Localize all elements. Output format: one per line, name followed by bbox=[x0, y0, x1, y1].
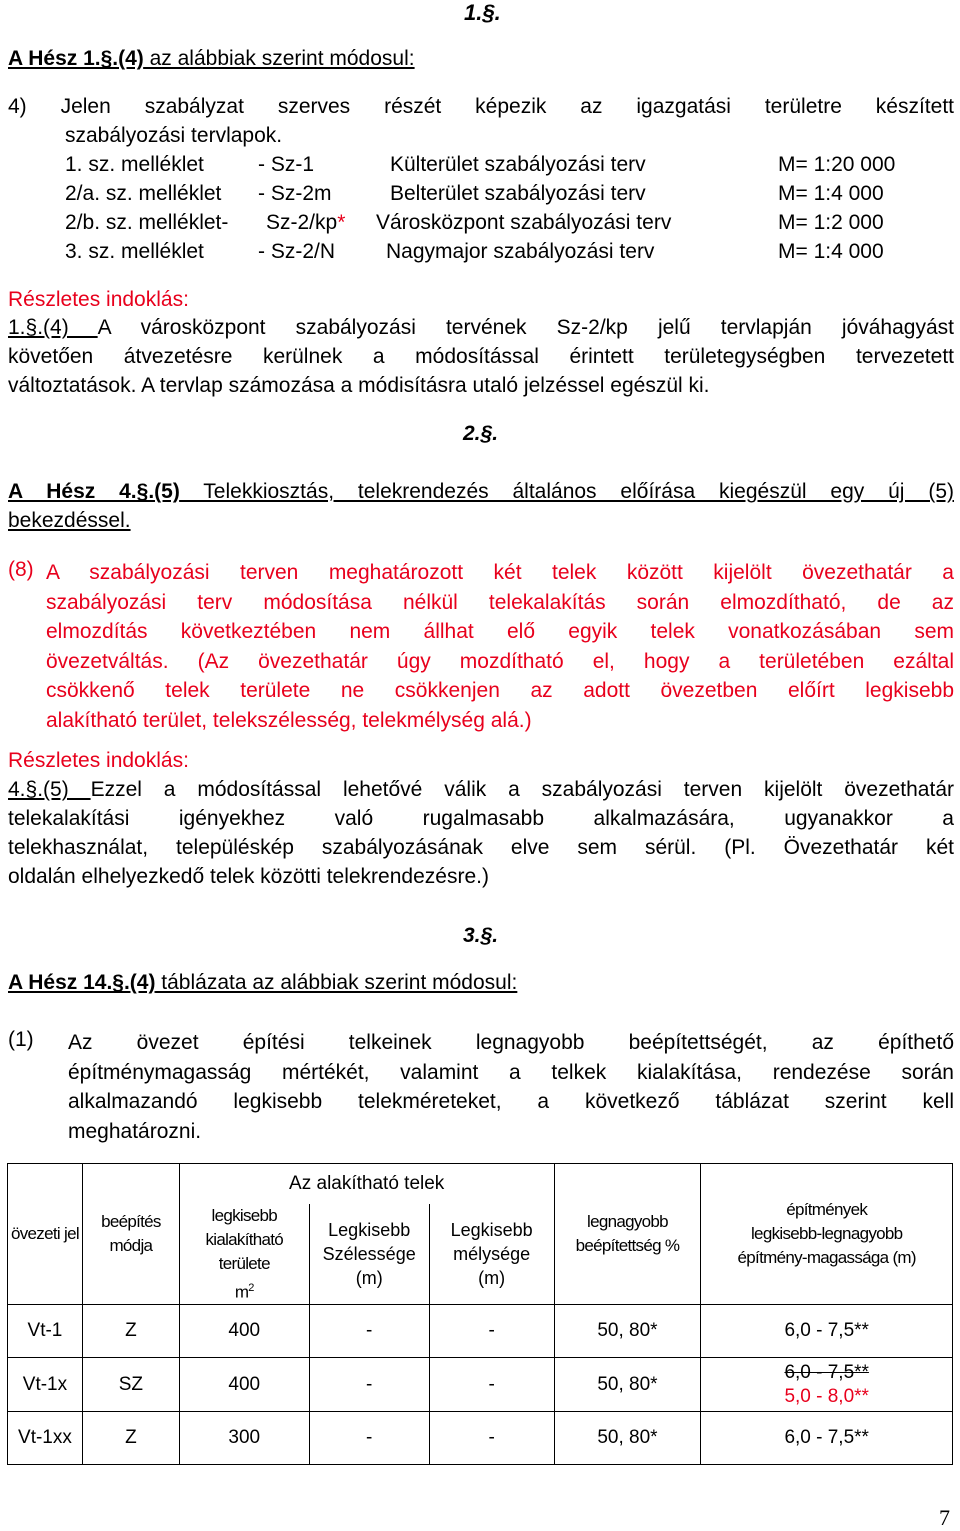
paragraph-1-line: építménymagasság mértékét, valamint a telkek kialakítása, rendezése során bbox=[68, 1060, 954, 1084]
cell-zone: Vt-1x bbox=[8, 1358, 83, 1412]
header-width-line: Legkisebb bbox=[328, 1219, 411, 1240]
zoning-table bbox=[7, 1163, 953, 1465]
section-2-heading: A Hész 4.§.(5) Telekkiosztás, telekrendezés általános előírása kiegészül egy új (5) bbox=[8, 480, 954, 503]
header-zone: övezeti jel bbox=[8, 1164, 83, 1305]
header-depth-line: (m) bbox=[478, 1267, 506, 1288]
header-built: legnagyobb beépítettség % bbox=[554, 1164, 701, 1305]
cell-mode: Z bbox=[82, 1412, 179, 1465]
cell-area: 300 bbox=[179, 1412, 309, 1465]
section-2-heading-cont: bekezdéssel. bbox=[8, 509, 131, 532]
detail-line: 4.§.(5) Ezzel a módosítással lehetővé válik a szabályozási terven kijelölt övezethatár bbox=[8, 778, 954, 801]
annex-scale: M= 1:20 000 bbox=[778, 153, 896, 176]
header-area-unit: $m^2$ bbox=[234, 1281, 254, 1302]
annex-ref: 1. sz. melléklet bbox=[65, 153, 204, 176]
detail-line: telekhasználat, településkép szabályozásának elve sem sérül. (Pl. Övezethatár két bbox=[8, 836, 954, 859]
annex-name: Belterület szabályozási terv bbox=[390, 182, 646, 205]
header-group: Az alakítható telek bbox=[179, 1164, 554, 1204]
paragraph-8-line: csökkenő telek területe ne csökkenjen az adott övezetben előírt legkisebb bbox=[46, 679, 954, 702]
header-area-text: legkisebb kialakítható területe bbox=[205, 1205, 284, 1273]
cell-mode: SZ bbox=[82, 1358, 179, 1412]
detail-line: követően átvezetésre kerülnek a módosítással érintett területegységben tervezetett bbox=[8, 345, 954, 368]
header-height-line: legkisebb-legnagyobb bbox=[750, 1224, 903, 1244]
detail-line: telekalakítási igényekhez való rugalmasabb alkalmazására, ugyanakkor a bbox=[8, 807, 954, 830]
cell-width: - bbox=[309, 1412, 429, 1465]
table-row bbox=[8, 1412, 953, 1465]
section-1-number: 1.§. bbox=[464, 0, 501, 25]
annex-scale: M= 1:2 000 bbox=[778, 211, 884, 234]
annex-name: Városközpont szabályozási terv bbox=[376, 211, 672, 234]
cell-depth: - bbox=[429, 1358, 554, 1412]
section-3-number: 3.§. bbox=[463, 924, 499, 947]
detail-lead: 1.§.(4) bbox=[8, 316, 98, 339]
cell-depth: - bbox=[429, 1305, 554, 1358]
paragraph-4-line1: 4) Jelen szabályzat szerves részét képezik az igazgatási területre készített bbox=[8, 95, 954, 118]
header-height bbox=[701, 1164, 953, 1305]
cell-height: 6,0 - 7,5** bbox=[701, 1305, 953, 1358]
cell-depth: - bbox=[429, 1412, 554, 1465]
detail-line: oldalán elhelyezkedő telek közötti telekrendezésre.) bbox=[8, 865, 489, 888]
cell-width: - bbox=[309, 1358, 429, 1412]
cell-zone: Vt-1 bbox=[8, 1305, 83, 1358]
section-1-heading: A Hész 1.§.(4) az alábbiak szerint módosul: bbox=[8, 47, 415, 70]
paragraph-8-line: szabályozási terv módosítása nélkül telekalakítás során elmozdítható, de az bbox=[46, 590, 954, 614]
cell-area: 400 bbox=[179, 1358, 309, 1412]
cell-area: 400 bbox=[179, 1305, 309, 1358]
paragraph-1-line: meghatározni. bbox=[68, 1119, 202, 1143]
annex-name: Külterület szabályozási terv bbox=[390, 153, 646, 176]
section-2-number: 2.§. bbox=[463, 422, 499, 445]
paragraph-1-label: (1) bbox=[8, 1028, 34, 1051]
page-number: 7 bbox=[939, 1505, 950, 1530]
paragraph-1-line: alkalmazandó legkisebb telekméreteket, a következő táblázat szerint kell bbox=[68, 1090, 954, 1113]
annex-scale: M= 1:4 000 bbox=[778, 240, 884, 263]
detail-line: változtatások. A tervlap számozása a módisításra utaló jelzéssel egészül ki. bbox=[8, 374, 710, 397]
paragraph-8-line: övezetváltás. (Az övezethatár úgy mozdítható el, hogy a területében ezáltal bbox=[46, 649, 954, 673]
cell-height-old: 6,0 - 7,5** bbox=[784, 1361, 869, 1383]
cell-mode: Z bbox=[82, 1305, 179, 1358]
annex-ref: 2/b. sz. melléklet- bbox=[65, 211, 229, 234]
header-width bbox=[309, 1204, 429, 1305]
header-width-line: (m) bbox=[355, 1267, 383, 1288]
header-mode: beépítés módja bbox=[82, 1164, 179, 1305]
detail-line: 1.§.(4) A városközpont szabályozási tervének Sz-2/kp jelű tervlapján jóváhagyást bbox=[8, 316, 954, 339]
annex-code: - Sz-2m bbox=[258, 182, 332, 205]
header-depth-line: Legkisebb bbox=[450, 1219, 533, 1240]
header-height-line: építmény-magassága (m) bbox=[737, 1248, 916, 1268]
header-area bbox=[179, 1204, 309, 1305]
paragraph-8-line: elmozdítás következtében nem állhat elő egyik telek vonatkozásában sem bbox=[46, 620, 954, 643]
cell-zone: Vt-1xx bbox=[8, 1412, 83, 1465]
header-depth-line: mélysége bbox=[453, 1243, 531, 1264]
annex-code: - Sz-1 bbox=[258, 153, 315, 176]
table-row bbox=[8, 1305, 953, 1358]
paragraph-4-line2: szabályozási tervlapok. bbox=[65, 124, 283, 147]
cell-height bbox=[701, 1358, 953, 1412]
header-width-line: Szélessége bbox=[322, 1243, 416, 1264]
annex-scale: M= 1:4 000 bbox=[778, 182, 884, 205]
cell-built: 50, 80* bbox=[554, 1358, 701, 1412]
annex-ref: 2/a. sz. melléklet bbox=[65, 182, 222, 205]
paragraph-8 bbox=[46, 558, 954, 735]
annex-star: * bbox=[337, 211, 346, 234]
detail-title: Részletes indoklás: bbox=[8, 749, 189, 772]
annex-name: Nagymajor szabályozási terv bbox=[386, 240, 655, 263]
annex-code: - Sz-2/N bbox=[258, 240, 336, 263]
cell-height-new: 5,0 - 8,0** bbox=[784, 1385, 869, 1407]
section-3-heading: A Hész 14.§.(4) táblázata az alábbiak szerint módosul: bbox=[8, 971, 518, 994]
annex-ref: 3. sz. melléklet bbox=[65, 240, 204, 263]
cell-width: - bbox=[309, 1305, 429, 1358]
paragraph-1 bbox=[68, 1028, 954, 1146]
annex-code: Sz-2/kp* bbox=[266, 211, 346, 234]
paragraph-1-line: Az övezet építési telkeinek legnagyobb beépítettségét, az építhető bbox=[68, 1031, 954, 1054]
table-row bbox=[8, 1358, 953, 1412]
header-height-line: építmények bbox=[786, 1200, 868, 1220]
cell-height: 6,0 - 7,5** bbox=[701, 1412, 953, 1465]
detail-lead: 4.§.(5) bbox=[8, 778, 91, 801]
cell-built: 50, 80* bbox=[554, 1305, 701, 1358]
paragraph-8-line: alakítható terület, telekszélesség, telekmélység alá.) bbox=[46, 708, 532, 732]
paragraph-8-line: A szabályozási terven meghatározott két telek között kijelölt övezethatár a bbox=[46, 561, 954, 584]
header-depth bbox=[429, 1204, 554, 1305]
detail-title: Részletes indoklás: bbox=[8, 288, 189, 311]
cell-built: 50, 80* bbox=[554, 1412, 701, 1465]
paragraph-8-label: (8) bbox=[8, 558, 34, 581]
